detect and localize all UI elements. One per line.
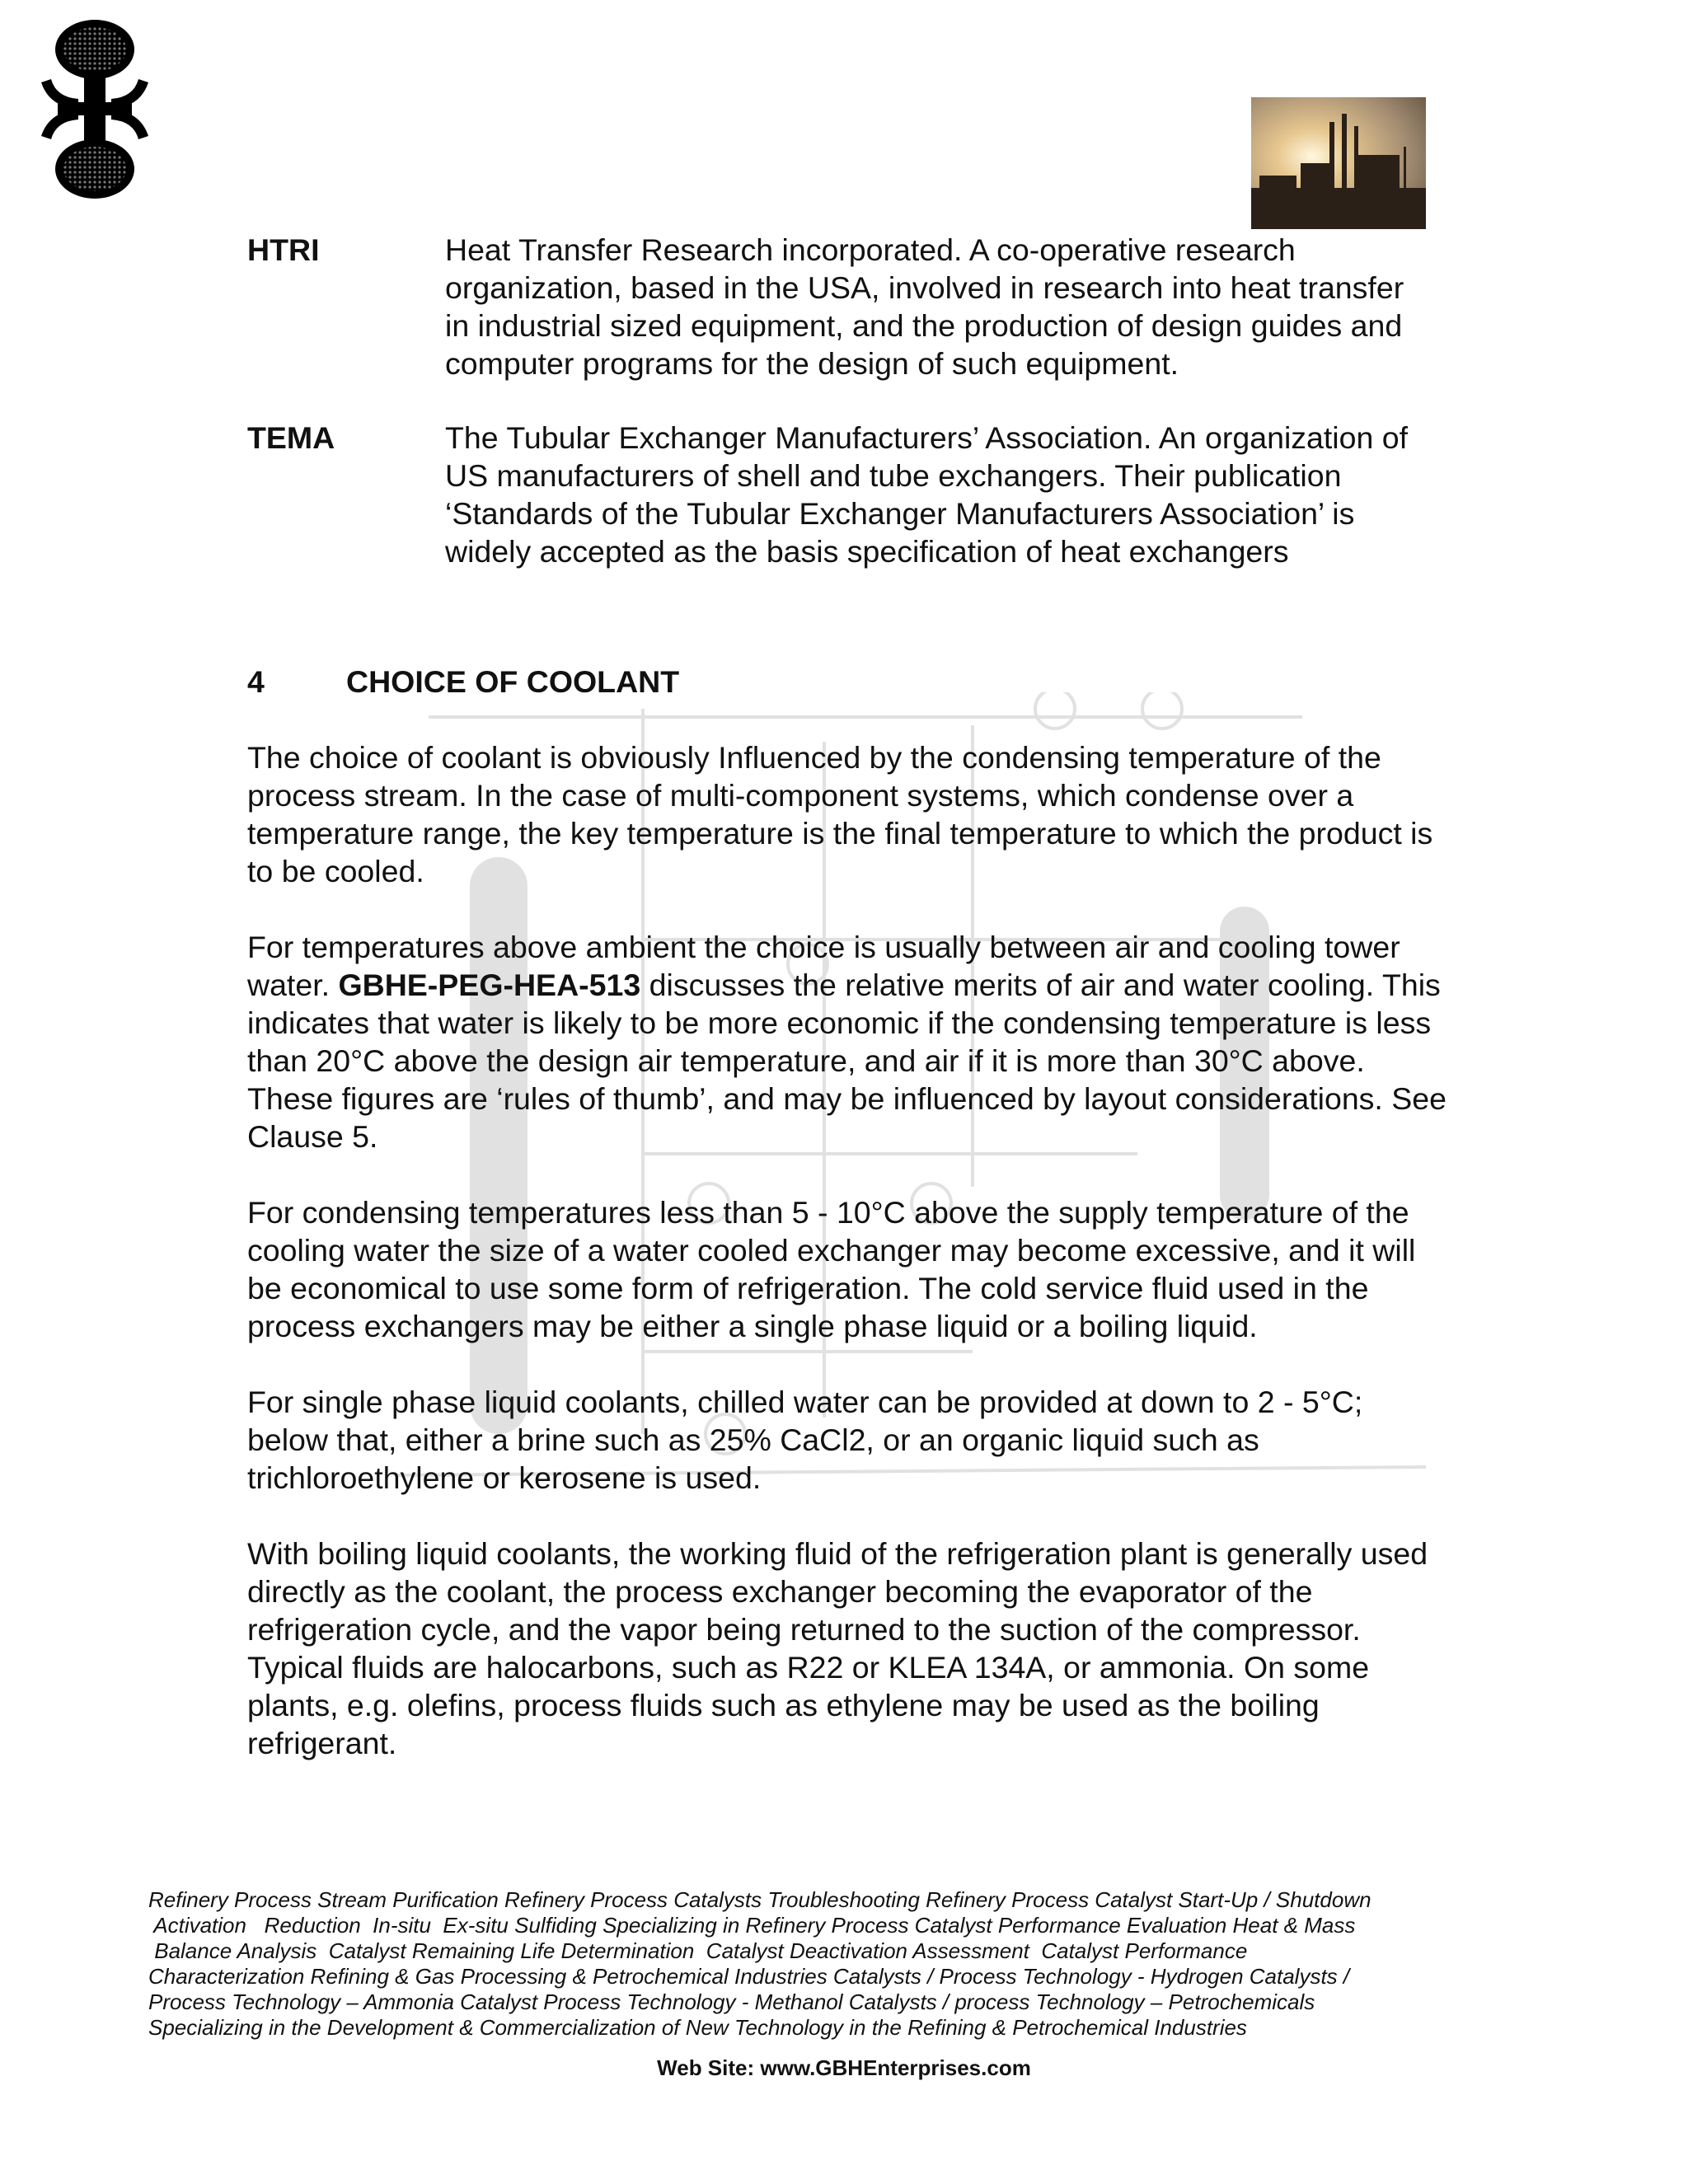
document-reference: GBHE-PEG-HEA-513 (338, 968, 641, 1002)
gbh-logo-icon (33, 16, 157, 202)
paragraph: The choice of coolant is obviously Influenced by the condensing temperature of the process stream. In the case of multi-component systems, which condense over a temperature range, the key temperature is the final temperature to which the product is to be cooled. (247, 740, 1433, 888)
definition-tema (247, 419, 1451, 570)
definition-text: The Tubular Exchanger Manufacturers’ Association. An organization of US manufacturers of shell and tube exchangers. Their publication ‘Standards of the Tubular Exchanger Manufacturers Association’ is widely accepted as the basis specification of heat exchangers (445, 420, 1409, 569)
footer-line: Characterization Refining & Gas Processing & Petrochemical Industries Catalysts / Process Technology - Hydrogen Catalysts / (148, 1964, 1350, 1989)
document-body (247, 231, 1451, 1762)
paragraph: For condensing temperatures less than 5 - 10°C above the supply temperature of the cooling water the size of a water cooled exchanger may become excessive, and it will be economical to use some form of refrigeration. The cold service fluid used in the process exchangers may be either a single phase liquid or a boiling liquid. (247, 1195, 1416, 1343)
section-heading (247, 663, 1451, 701)
footer-line: Activation Reduction In-situ Ex-situ Sulfiding Specializing in Refinery Process Catalyst Performance Evaluation Heat & Mass (148, 1913, 1356, 1938)
paragraph: With boiling liquid coolants, the working fluid of the refrigeration plant is generally used directly as the coolant, the process exchanger becoming the evaporator of the refrigeration cycle, and the vapor being returned to the suction of the compressor. Typical fluids are halocarbons, such as R22 or KLEA 134A, or ammonia. On some plants, e.g. olefins, process fluids such as ethylene may be used as the boiling refrigerant. (247, 1536, 1428, 1760)
section-title: CHOICE OF COOLANT (346, 664, 680, 699)
footer-line: Balance Analysis Catalyst Remaining Life Determination Catalyst Deactivation Assessment Catalyst Performance (148, 1938, 1248, 1963)
paragraph (247, 928, 1451, 1155)
definition-term: TEMA (247, 420, 335, 455)
footer-services (148, 1887, 1434, 2041)
paragraph-text: discusses the relative merits of air and water cooling. This indicates that water is likely to be more economic if the condensing temperature is less than 20°C above the design air temperature, and air if it is more than 30°C above. These figures are ‘rules of thumb’, and may be influenced by layout considerations. See Clause 5. (247, 968, 1447, 1154)
definition-term: HTRI (247, 232, 320, 267)
footer-line: Refinery Process Stream Purification Refinery Process Catalysts Troubleshooting Refinery Process Catalyst Start-Up / Shutdown (148, 1887, 1372, 1912)
paragraph-text: For temperatures above ambient the choice is usually between air and cooling tower water. (247, 930, 1400, 1002)
paragraph: For single phase liquid coolants, chilled water can be provided at down to 2 - 5°C; below that, either a brine such as 25% CaCl2, or an organic liquid such as trichloroethylene or kerosene is used. (247, 1385, 1363, 1495)
footer-line: Process Technology – Ammonia Catalyst Process Technology - Methanol Catalysts / process Technology – Petrochemicals (148, 1990, 1315, 2014)
definition-htri (247, 231, 1451, 382)
footer-line: Specializing in the Development & Commercialization of New Technology in the Refining & Petrochemical Industries (148, 2015, 1247, 2040)
footer-website: Web Site: www.GBHEnterprises.com (657, 2055, 1031, 2080)
definition-text: Heat Transfer Research incorporated. A co-operative research organization, based in the USA, involved in research into heat transfer in industrial sized equipment, and the production of design guides and computer programs for the design of such equipment. (445, 232, 1404, 381)
refinery-photo (1251, 97, 1426, 229)
section-number: 4 (247, 664, 265, 699)
